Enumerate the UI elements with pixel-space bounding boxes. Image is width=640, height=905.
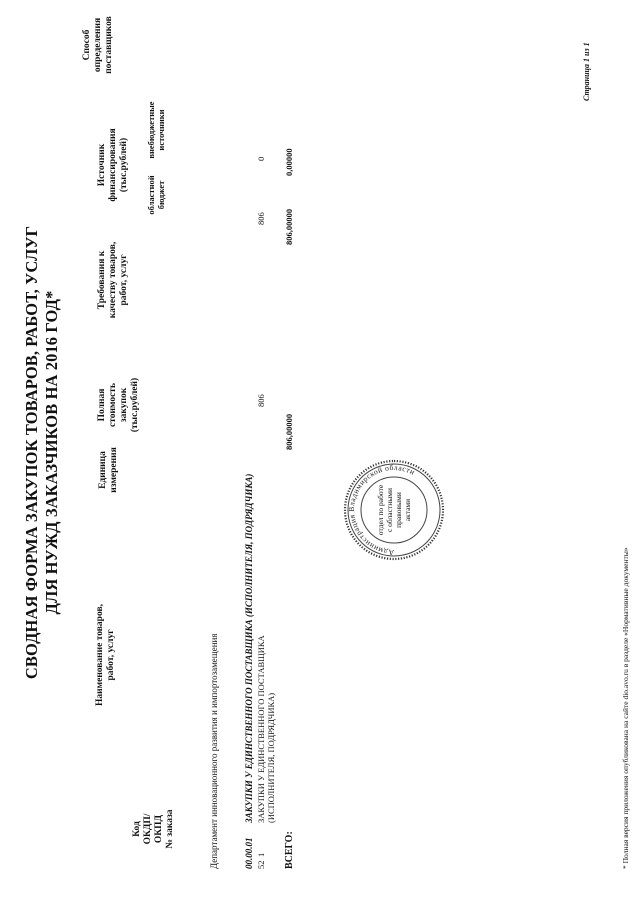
stamp-center-text: отдел по работе с областными правовыми актами [376,484,412,536]
header-requirements: Требования к качеству товаров, работ, услуг [97,241,129,319]
title-line-1: СВОДНАЯ ФОРМА ЗАКУПОК ТОВАРОВ, РАБОТ, УСЛУГ [22,225,41,680]
header-method: Способ определения поставщиков [82,16,114,74]
header-funding-regional: областной бюджет [146,175,166,215]
footnote: * Полная версия приложения опубликована на сайте dio.avo.ru в разделе «Нормативные документы» [621,547,630,869]
row-cost: 806 [256,394,266,407]
total-label: ВСЕГО: [284,831,295,869]
total-funding-regional: 806,00000 [284,208,294,245]
header-name: Наименование товаров, работ, услуг [95,604,116,706]
department-name: Департамент инновационного развития и импортозамещения [209,633,219,869]
title-line-2: ДЛЯ НУЖД ЗАКАЗЧИКОВ НА 2016 ГОД* [42,290,61,615]
row-name-line-2: (ИСПОЛНИТЕЛЯ, ПОДРЯДЧИКА) [266,692,276,823]
row-funding-regional: 806 [256,212,266,225]
section-title: ЗАКУПКИ У ЕДИНСТВЕННОГО ПОСТАВЩИКА (ИСПОЛНИТЕЛЯ, ПОДРЯДЧИКА) [244,473,254,823]
row-funding-extrabudget: 0 [256,156,266,161]
header-unit: Единица измерения [98,447,119,493]
total-funding-extrabudget: 0,00000 [284,148,294,176]
stamp-ring-text: Администрация Владимирской области [346,462,417,558]
section-code: 00.00.01 [244,837,254,869]
page-number: Страница 1 из 1 [582,42,591,101]
row-name-line-1: ЗАКУПКИ У ЕДИНСТВЕННОГО ПОСТАВЩИКА [256,635,266,823]
header-cost: Полная стоимость закупок (тыс.рублей) [97,377,140,433]
official-stamp [343,459,445,561]
header-funding: Источник финансирования (тыс.рублей) [97,128,129,202]
row-code: 52 [256,860,266,869]
header-funding-extrabudget: внебюджетные источники [146,101,166,159]
header-code: Код ОКДП/ ОКПД № заказа [132,809,175,849]
total-cost: 806,00000 [284,413,294,450]
row-order: 1 [256,852,266,857]
